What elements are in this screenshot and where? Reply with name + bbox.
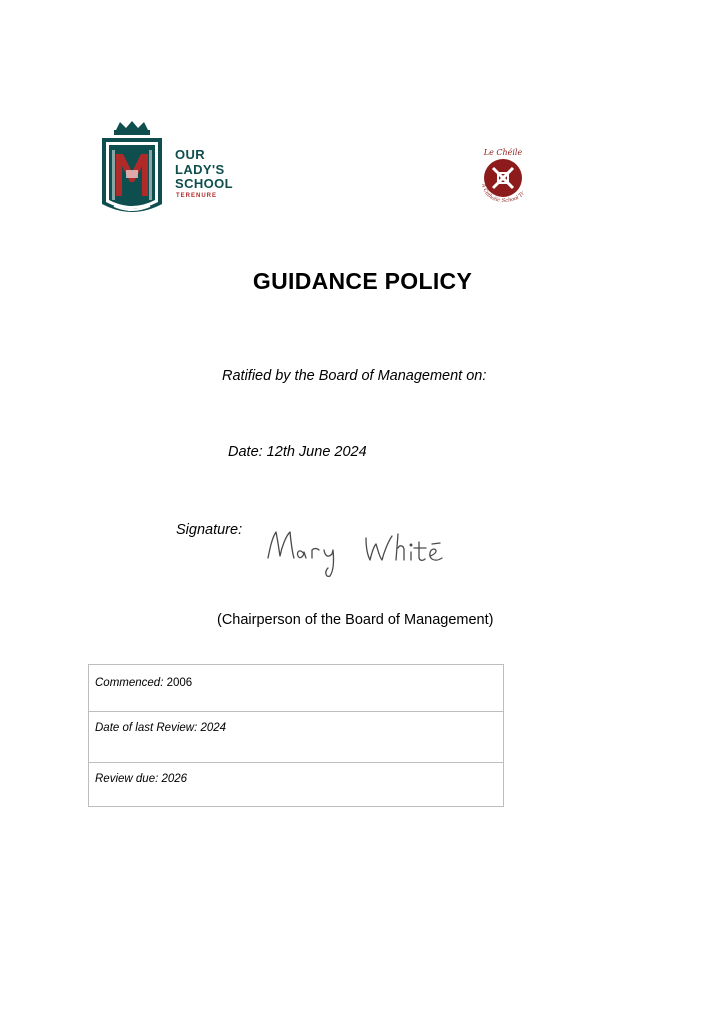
commenced-label: Commenced: (95, 677, 164, 689)
table-row (89, 763, 504, 807)
commenced-cell (89, 665, 504, 712)
table-row (89, 665, 504, 712)
review-table (88, 664, 504, 807)
table-row (89, 712, 504, 763)
school-logo-text: OUR LADY'S SCHOOL (175, 147, 234, 191)
school-logo-subtext: TERENURE (176, 193, 218, 199)
svg-text:A Catholic School Trust: A Catholic School Tr (480, 183, 527, 205)
review-due-value: 2026 (161, 773, 188, 785)
review-due-cell (89, 763, 504, 807)
last-review-label: Date of last Review: (95, 722, 198, 734)
ratified-statement: Ratified by the Board of Management on: (222, 368, 487, 384)
commenced-value: 2006 (166, 677, 193, 689)
last-review-cell (89, 712, 504, 763)
review-due-label: Review due: (95, 773, 159, 785)
trust-seal-logo (473, 146, 533, 206)
signature-label: Signature: (176, 522, 243, 538)
svg-text:Le Chéile: Le Chéile (483, 148, 523, 157)
ratified-date: Date: 12th June 2024 (228, 444, 367, 460)
page-title: GUIDANCE POLICY (252, 268, 473, 294)
last-review-value: 2024 (200, 722, 227, 734)
handwritten-signature (262, 518, 472, 580)
chairperson-caption: (Chairperson of the Board of Management) (217, 612, 494, 628)
